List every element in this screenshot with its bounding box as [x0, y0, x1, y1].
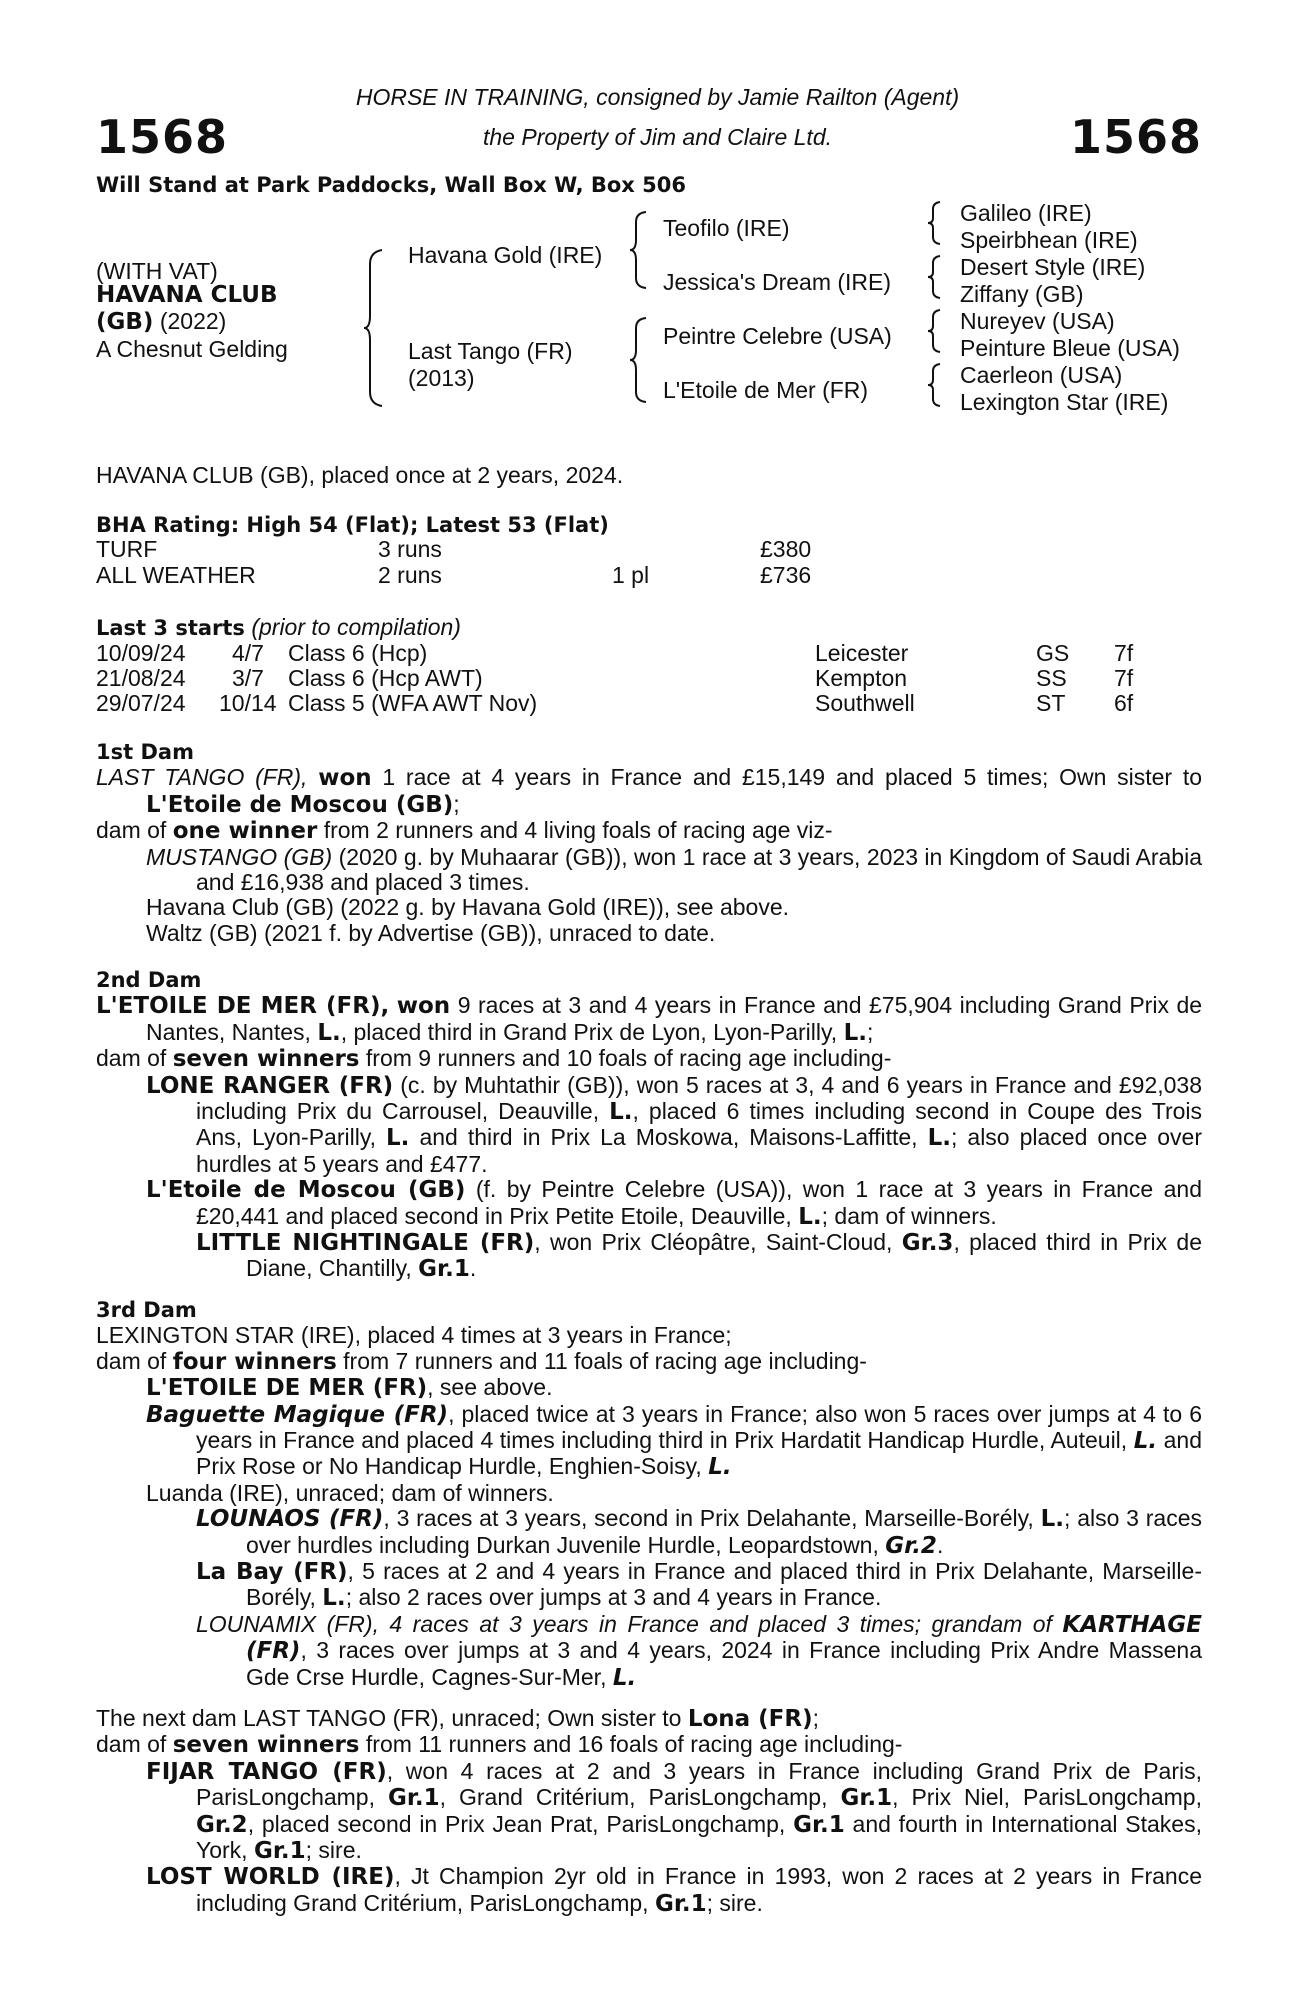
first-dam-record — [96, 765, 1202, 818]
start-3-going: ST — [1036, 690, 1066, 716]
lost-world-text: , Jt Champion 2yr old in France in 1993, won 2 races at 2 years in France including Grand Critérium, ParisLongchamp, — [196, 1863, 1202, 1916]
produce-lone-ranger — [146, 1073, 1202, 1178]
gen3-2: Speirbhean (IRE) — [960, 227, 1138, 253]
group-mark: Gr.3 — [901, 1230, 954, 1257]
first-dam-text: 1 race at 4 years in France and £15,149 and placed 5 times; Own sister to — [382, 764, 1203, 791]
third-dam-record: LEXINGTON STAR (IRE), placed 4 times at 3 years in France; — [96, 1322, 732, 1349]
karthage-text: , 3 races over jumps at 3 and 4 years, 2024 in France including Prix Andre Massena Gde Crse Hurdle, Cagnes-Sur-Mer, — [246, 1637, 1202, 1690]
second-dam-end: ; — [866, 1018, 874, 1045]
lot-number-right: 1568 — [1069, 110, 1202, 164]
horse-description: A Chesnut Gelding — [96, 336, 288, 362]
stand-location: Will Stand at Park Paddocks, Wall Box W, Box 506 — [96, 173, 686, 197]
baguette-magique-text2: and Prix Rose or No Handicap Hurdle, Enghien-Soisy, — [196, 1427, 1202, 1480]
aw-placed: 1 pl — [612, 562, 650, 588]
start-3-dist: 6f — [1114, 690, 1134, 716]
next-dam-record — [96, 1706, 1202, 1732]
produce-havana-club: Havana Club (GB) (2022 g. by Havana Gold (IRE)), see above. — [146, 894, 790, 921]
produce-pre: dam of — [96, 817, 167, 844]
gen3-brace-1 — [926, 200, 944, 246]
dam-year: (2013) — [408, 365, 475, 391]
gen3-6: Peinture Bleue (USA) — [960, 335, 1180, 361]
lost-world-name: LOST WORLD (IRE) — [146, 1864, 395, 1891]
produce-winners: seven winners — [172, 1046, 360, 1073]
produce-lounaos — [196, 1506, 1202, 1559]
first-dam-heading: 1st Dam — [96, 740, 194, 764]
second-dam-name: L'ETOILE DE MER (FR), — [96, 993, 390, 1020]
third-dam-section — [96, 1298, 1202, 1691]
second-dam-section — [96, 968, 1202, 1283]
start-3-date: 29/07/24 — [96, 690, 186, 716]
fijar-tango-text5: and fourth in International Stakes, York, — [196, 1810, 1202, 1864]
produce-baguette-magique — [146, 1402, 1202, 1481]
gen3-5: Nureyev (USA) — [960, 308, 1115, 334]
property-line: the Property of Jim and Claire Ltd. — [483, 124, 832, 150]
etoile-moscou-text: (f. by Peintre Celebre (USA)), won 1 race at 3 years in France and £20,441 and placed second in Prix Petite Etoile, Deauville, — [196, 1176, 1203, 1229]
dam-name: Last Tango (FR) — [408, 338, 573, 364]
first-dam-sister: L'Etoile de Moscou (GB) — [146, 791, 454, 818]
listed-mark: L. — [843, 1019, 867, 1046]
lounamix-text: , 4 races at 3 years in France and placed 3 times; grandam of — [372, 1610, 1052, 1637]
produce-waltz: Waltz (GB) (2021 f. by Advertise (GB)), unraced to date. — [146, 919, 716, 946]
first-dam-name: LAST TANGO (FR), — [96, 764, 308, 791]
produce-la-bay — [196, 1559, 1202, 1612]
turf-label: TURF — [96, 536, 158, 562]
produce-text: from 9 runners and 10 foals of racing age including- — [365, 1045, 892, 1072]
lounaos-end: . — [936, 1531, 944, 1558]
horse-origin — [96, 308, 226, 335]
lona-name: Lona (FR) — [687, 1706, 813, 1732]
lost-world-end: ; sire. — [706, 1889, 763, 1916]
third-dam-produce-line — [96, 1349, 1202, 1375]
horse-country: (GB) — [96, 309, 154, 335]
listed-mark: L. — [612, 1664, 637, 1691]
lone-ranger-text3: and third in Prix La Moskowa, Maisons-Laffitte, — [419, 1124, 918, 1151]
last-starts-title: Last 3 starts — [96, 616, 245, 640]
first-dam-produce-line — [96, 818, 1202, 844]
group-mark: Gr.1 — [793, 1811, 845, 1838]
listed-mark: L. — [322, 1585, 346, 1612]
start-2-course: Kempton — [815, 665, 908, 691]
start-1-pos: 4/7 — [232, 640, 264, 666]
lone-ranger-text4: ; also placed once over hurdles at 5 years and £477. — [196, 1124, 1203, 1177]
sire-name: Havana Gold (IRE) — [408, 242, 603, 268]
listed-mark: L. — [1133, 1428, 1158, 1455]
la-bay-name: La Bay (FR) — [196, 1559, 348, 1586]
start-1-race: Class 6 (Hcp) — [288, 640, 428, 666]
sire-dam-brace — [362, 248, 386, 408]
first-dam-won: won — [318, 765, 372, 792]
first-dam-section — [96, 740, 1202, 946]
produce-fijar-tango — [146, 1759, 1202, 1865]
little-nightingale-text: , won Prix Cléopâtre, Saint-Cloud, — [534, 1229, 893, 1256]
next-dam-end: ; — [812, 1705, 820, 1731]
gen3-1: Galileo (IRE) — [960, 200, 1092, 226]
first-dam-end: ; — [453, 790, 460, 817]
mustango-name: MUSTANGO (GB) — [146, 843, 333, 870]
start-2-pos: 3/7 — [232, 665, 264, 691]
next-dam-text: The next dam LAST TANGO (FR), unraced; Own sister to — [96, 1705, 682, 1731]
horse-year: (2022) — [159, 308, 227, 334]
second-dam-record — [96, 993, 1202, 1046]
gen3-8: Lexington Star (IRE) — [960, 389, 1169, 415]
produce-lost-world — [146, 1864, 1202, 1917]
start-2-going: SS — [1036, 665, 1067, 691]
produce-mustango — [146, 845, 1202, 896]
produce-text: from 11 runners and 16 foals of racing age including- — [365, 1731, 903, 1758]
race-summary: HAVANA CLUB (GB), placed once at 2 years, 2024. — [96, 462, 624, 488]
start-1-course: Leicester — [815, 640, 909, 666]
lounaos-text2: ; also 3 races over hurdles including Durkan Juvenile Hurdle, Leopardstown, — [246, 1505, 1203, 1558]
gen3-brace-4 — [926, 362, 944, 408]
sire-sire: Teofilo (IRE) — [663, 215, 790, 241]
second-dam-produce-line — [96, 1046, 1202, 1072]
gen3-4: Ziffany (GB) — [960, 281, 1084, 307]
produce-text: from 7 runners and 11 foals of racing age including- — [343, 1347, 867, 1374]
etoile-moscou-name: L'Etoile de Moscou (GB) — [146, 1177, 466, 1204]
listed-mark: L. — [317, 1019, 341, 1046]
produce-luanda: Luanda (IRE), unraced; dam of winners. — [146, 1479, 554, 1506]
start-2-dist: 7f — [1114, 665, 1134, 691]
produce-winners: four winners — [172, 1348, 337, 1375]
start-1-date: 10/09/24 — [96, 640, 186, 666]
second-dam-text2: , placed third in Grand Prix de Lyon, Lyon-Parilly, — [340, 1018, 838, 1045]
consignor-line: HORSE IN TRAINING, consigned by Jamie Railton (Agent) — [355, 84, 960, 110]
little-nightingale-text2: , placed third in Prix de Diane, Chantilly, — [246, 1229, 1203, 1282]
horse-name: HAVANA CLUB — [96, 282, 278, 308]
group-mark: Gr.1 — [387, 1785, 440, 1812]
fijar-tango-text4: , placed second in Prix Jean Prat, ParisLongchamp, — [247, 1810, 786, 1837]
start-1-going: GS — [1036, 640, 1070, 666]
turf-prize: £380 — [760, 536, 812, 562]
start-2-race: Class 6 (Hcp AWT) — [288, 665, 483, 691]
produce-pre: dam of — [96, 1347, 167, 1374]
gen3-3: Desert Style (IRE) — [960, 254, 1146, 280]
lone-ranger-name: LONE RANGER (FR) — [146, 1072, 394, 1099]
start-3-race: Class 5 (WFA AWT Nov) — [288, 690, 538, 716]
produce-pre: dam of — [96, 1045, 167, 1072]
lounaos-text: , 3 races at 3 years, second in Prix Delahante, Marseille-Borély, — [383, 1505, 1034, 1532]
sire-dam: Jessica's Dream (IRE) — [663, 269, 892, 295]
listed-mark: L. — [927, 1125, 951, 1152]
mustango-text: (2020 g. by Muhaarar (GB)), won 1 race at 3 years, 2023 in Kingdom of Saudi Arabia and £16,938 and placed 3 times. — [196, 843, 1202, 896]
gen3-7: Caerleon (USA) — [960, 362, 1123, 388]
fijar-tango-name: FIJAR TANGO (FR) — [146, 1758, 387, 1785]
group-mark: Gr.1 — [253, 1838, 306, 1865]
last-starts-heading — [96, 614, 461, 641]
group-mark: Gr.2 — [196, 1811, 248, 1838]
aw-runs: 2 runs — [378, 562, 442, 588]
aw-prize: £736 — [760, 562, 812, 588]
la-bay-text2: ; also 2 races over jumps at 3 and 4 years in France. — [345, 1584, 882, 1611]
dam-brace — [628, 316, 650, 404]
produce-winners: seven winners — [172, 1732, 360, 1759]
turf-runs: 3 runs — [378, 536, 442, 562]
baguette-magique-text: , placed twice at 3 years in France; also won 5 races over jumps at 4 to 6 years in France and placed 4 times including third in Prix Hardatit Handicap Hurdle, Auteuil, — [196, 1400, 1203, 1454]
fijar-tango-text3: , Prix Niel, ParisLongchamp, — [892, 1784, 1202, 1811]
lone-ranger-text: (c. by Muhtathir (GB)), won 5 races at 3, 4 and 6 years in France and £92,038 including Prix du Carrousel, Deauville, — [196, 1071, 1203, 1125]
start-2-date: 21/08/24 — [96, 665, 186, 691]
aw-label: ALL WEATHER — [96, 562, 256, 588]
listed-mark: L. — [798, 1203, 822, 1230]
third-dam-heading: 3rd Dam — [96, 1298, 197, 1322]
produce-etoile-de-moscou — [146, 1177, 1202, 1230]
gen3-brace-2 — [926, 254, 944, 300]
listed-mark: L. — [609, 1099, 633, 1126]
la-bay-text: , 5 races at 2 and 4 years in France and placed third in Prix Delahante, Marseille-Borély, — [246, 1558, 1202, 1611]
start-3-course: Southwell — [815, 690, 915, 716]
group-mark: Gr.1 — [840, 1785, 893, 1812]
group-mark: Gr.1 — [654, 1890, 707, 1917]
etoile-moscou-text2: ; dam of winners. — [821, 1202, 997, 1229]
listed-mark: L. — [708, 1454, 732, 1481]
dam-sire: Peintre Celebre (USA) — [663, 323, 892, 349]
produce-little-nightingale — [196, 1230, 1202, 1283]
lounamix-name: LOUNAMIX (FR) — [196, 1610, 373, 1637]
second-dam-won: won — [396, 993, 451, 1020]
last-starts-note: (prior to compilation) — [251, 614, 461, 640]
bha-rating-title: BHA Rating: High 54 (Flat); Latest 53 (Flat) — [96, 513, 609, 537]
little-nightingale-name: LITTLE NIGHTINGALE (FR) — [196, 1230, 535, 1257]
produce-pre: dam of — [96, 1731, 167, 1758]
listed-mark: L. — [386, 1125, 410, 1152]
next-dam-produce-line — [96, 1732, 1202, 1758]
fijar-tango-text: , won 4 races at 2 and 3 years in France including Grand Prix de Paris, ParisLongchamp, — [196, 1757, 1202, 1811]
second-dam-heading: 2nd Dam — [96, 968, 202, 992]
second-dam-text: 9 races at 3 and 4 years in France and £75,904 including Grand Prix de Nantes, Nantes, — [146, 992, 1203, 1045]
start-1-dist: 7f — [1114, 640, 1134, 666]
lot-number-left: 1568 — [96, 110, 229, 164]
gen3-brace-3 — [926, 308, 944, 354]
produce-text: from 2 runners and 4 living foals of racing age viz- — [323, 817, 833, 844]
etoile-de-mer-text: , see above. — [427, 1374, 553, 1401]
etoile-de-mer-name: L'ETOILE DE MER (FR) — [146, 1375, 428, 1402]
produce-lounamix — [196, 1612, 1202, 1691]
little-nightingale-end: . — [469, 1255, 477, 1282]
next-dam-section — [96, 1706, 1202, 1917]
fijar-tango-end: ; sire. — [305, 1837, 362, 1864]
produce-etoile-de-mer — [146, 1375, 1202, 1401]
lounaos-name: LOUNAOS (FR) — [196, 1506, 384, 1533]
baguette-magique-name: Baguette Magique (FR) — [146, 1401, 449, 1428]
listed-mark: L. — [1040, 1506, 1065, 1533]
lone-ranger-text2: , placed 6 times including second in Coupe des Trois Ans, Lyon-Parilly, — [196, 1098, 1203, 1151]
vat-note: (WITH VAT) — [96, 258, 218, 284]
sire-brace — [628, 210, 650, 290]
dam-dam: L'Etoile de Mer (FR) — [663, 377, 869, 403]
produce-winners: one winner — [172, 818, 318, 845]
group-mark: Gr.2 — [885, 1532, 937, 1559]
karthage-name: KARTHAGE (FR) — [246, 1611, 1203, 1665]
start-3-pos: 10/14 — [219, 690, 277, 716]
fijar-tango-text2: , Grand Critérium, ParisLongchamp, — [439, 1784, 828, 1811]
group-mark: Gr.1 — [418, 1256, 470, 1283]
